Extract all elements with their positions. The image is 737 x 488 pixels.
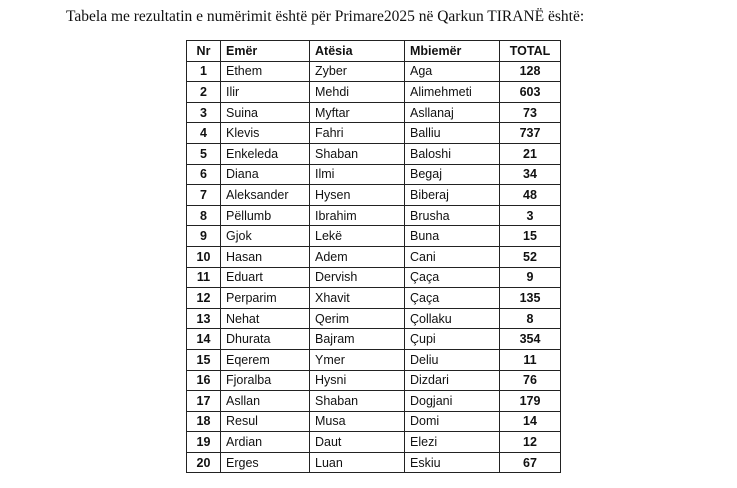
cell-nr: 7 xyxy=(187,185,221,206)
cell-mbiemer: Cani xyxy=(405,246,500,267)
cell-mbiemer: Çaça xyxy=(405,288,500,309)
table-row xyxy=(187,226,561,247)
cell-atesia: Shaban xyxy=(310,391,405,412)
cell-emer: Erges xyxy=(221,452,310,473)
cell-mbiemer: Baloshi xyxy=(405,143,500,164)
table-row xyxy=(187,61,561,82)
cell-total: 52 xyxy=(500,246,561,267)
cell-mbiemer: Dizdari xyxy=(405,370,500,391)
cell-total: 179 xyxy=(500,391,561,412)
table-row xyxy=(187,143,561,164)
cell-total: 34 xyxy=(500,164,561,185)
cell-atesia: Hysen xyxy=(310,185,405,206)
cell-atesia: Zyber xyxy=(310,61,405,82)
cell-emer: Nehat xyxy=(221,308,310,329)
cell-emer: Klevis xyxy=(221,123,310,144)
cell-mbiemer: Elezi xyxy=(405,432,500,453)
cell-mbiemer: Çupi xyxy=(405,329,500,350)
cell-atesia: Daut xyxy=(310,432,405,453)
cell-mbiemer: Deliu xyxy=(405,349,500,370)
cell-emer: Dhurata xyxy=(221,329,310,350)
table-row xyxy=(187,288,561,309)
cell-atesia: Adem xyxy=(310,246,405,267)
cell-total: 73 xyxy=(500,102,561,123)
cell-nr: 1 xyxy=(187,61,221,82)
cell-nr: 17 xyxy=(187,391,221,412)
results-table xyxy=(186,40,561,473)
table-header-row xyxy=(187,41,561,62)
table-row xyxy=(187,164,561,185)
cell-emer: Asllan xyxy=(221,391,310,412)
cell-mbiemer: Brusha xyxy=(405,205,500,226)
cell-atesia: Lekë xyxy=(310,226,405,247)
cell-emer: Resul xyxy=(221,411,310,432)
cell-total: 135 xyxy=(500,288,561,309)
table-row xyxy=(187,391,561,412)
cell-mbiemer: Biberaj xyxy=(405,185,500,206)
cell-total: 354 xyxy=(500,329,561,350)
cell-mbiemer: Çollaku xyxy=(405,308,500,329)
cell-mbiemer: Domi xyxy=(405,411,500,432)
table-row xyxy=(187,432,561,453)
cell-atesia: Hysni xyxy=(310,370,405,391)
cell-nr: 6 xyxy=(187,164,221,185)
cell-atesia: Luan xyxy=(310,452,405,473)
header-emer: Emër xyxy=(221,41,310,62)
cell-emer: Fjoralba xyxy=(221,370,310,391)
cell-total: 603 xyxy=(500,82,561,103)
cell-nr: 12 xyxy=(187,288,221,309)
cell-atesia: Fahri xyxy=(310,123,405,144)
table-row xyxy=(187,82,561,103)
cell-mbiemer: Çaça xyxy=(405,267,500,288)
table-row xyxy=(187,123,561,144)
cell-mbiemer: Alimehmeti xyxy=(405,82,500,103)
cell-emer: Enkeleda xyxy=(221,143,310,164)
cell-atesia: Ilmi xyxy=(310,164,405,185)
cell-total: 128 xyxy=(500,61,561,82)
cell-atesia: Musa xyxy=(310,411,405,432)
cell-total: 21 xyxy=(500,143,561,164)
header-total: TOTAL xyxy=(500,41,561,62)
cell-nr: 8 xyxy=(187,205,221,226)
cell-total: 14 xyxy=(500,411,561,432)
cell-mbiemer: Buna xyxy=(405,226,500,247)
table-row xyxy=(187,308,561,329)
cell-mbiemer: Aga xyxy=(405,61,500,82)
cell-emer: Eqerem xyxy=(221,349,310,370)
cell-atesia: Bajram xyxy=(310,329,405,350)
header-atesia: Atësia xyxy=(310,41,405,62)
cell-emer: Ilir xyxy=(221,82,310,103)
cell-nr: 13 xyxy=(187,308,221,329)
cell-atesia: Myftar xyxy=(310,102,405,123)
cell-nr: 15 xyxy=(187,349,221,370)
cell-atesia: Mehdi xyxy=(310,82,405,103)
cell-nr: 18 xyxy=(187,411,221,432)
table-row xyxy=(187,205,561,226)
cell-nr: 19 xyxy=(187,432,221,453)
cell-mbiemer: Asllanaj xyxy=(405,102,500,123)
table-row xyxy=(187,267,561,288)
cell-emer: Diana xyxy=(221,164,310,185)
cell-atesia: Dervish xyxy=(310,267,405,288)
document-title: Tabela me rezultatin e numërimit është për Primare2025 në Qarkun TIRANË është: xyxy=(66,8,585,25)
cell-nr: 2 xyxy=(187,82,221,103)
cell-total: 737 xyxy=(500,123,561,144)
cell-total: 11 xyxy=(500,349,561,370)
cell-nr: 9 xyxy=(187,226,221,247)
cell-total: 8 xyxy=(500,308,561,329)
table-body xyxy=(187,61,561,473)
cell-atesia: Xhavit xyxy=(310,288,405,309)
table-row xyxy=(187,102,561,123)
cell-emer: Aleksander xyxy=(221,185,310,206)
cell-mbiemer: Dogjani xyxy=(405,391,500,412)
cell-emer: Ardian xyxy=(221,432,310,453)
cell-emer: Gjok xyxy=(221,226,310,247)
cell-nr: 4 xyxy=(187,123,221,144)
table-row xyxy=(187,349,561,370)
cell-total: 9 xyxy=(500,267,561,288)
table-row xyxy=(187,411,561,432)
cell-mbiemer: Begaj xyxy=(405,164,500,185)
cell-total: 76 xyxy=(500,370,561,391)
cell-total: 15 xyxy=(500,226,561,247)
table-row xyxy=(187,185,561,206)
cell-nr: 16 xyxy=(187,370,221,391)
table-row xyxy=(187,452,561,473)
cell-emer: Hasan xyxy=(221,246,310,267)
table-row xyxy=(187,329,561,350)
table-row xyxy=(187,246,561,267)
cell-atesia: Shaban xyxy=(310,143,405,164)
cell-nr: 3 xyxy=(187,102,221,123)
cell-atesia: Ibrahim xyxy=(310,205,405,226)
header-nr: Nr xyxy=(187,41,221,62)
cell-total: 48 xyxy=(500,185,561,206)
cell-emer: Perparim xyxy=(221,288,310,309)
cell-total: 67 xyxy=(500,452,561,473)
cell-nr: 10 xyxy=(187,246,221,267)
cell-mbiemer: Eskiu xyxy=(405,452,500,473)
cell-total: 12 xyxy=(500,432,561,453)
cell-nr: 5 xyxy=(187,143,221,164)
cell-mbiemer: Balliu xyxy=(405,123,500,144)
cell-emer: Suina xyxy=(221,102,310,123)
header-mbiemer: Mbiemër xyxy=(405,41,500,62)
cell-nr: 14 xyxy=(187,329,221,350)
cell-atesia: Qerim xyxy=(310,308,405,329)
cell-nr: 20 xyxy=(187,452,221,473)
cell-nr: 11 xyxy=(187,267,221,288)
cell-emer: Eduart xyxy=(221,267,310,288)
cell-emer: Ethem xyxy=(221,61,310,82)
table-row xyxy=(187,370,561,391)
cell-emer: Pëllumb xyxy=(221,205,310,226)
cell-total: 3 xyxy=(500,205,561,226)
cell-atesia: Ymer xyxy=(310,349,405,370)
